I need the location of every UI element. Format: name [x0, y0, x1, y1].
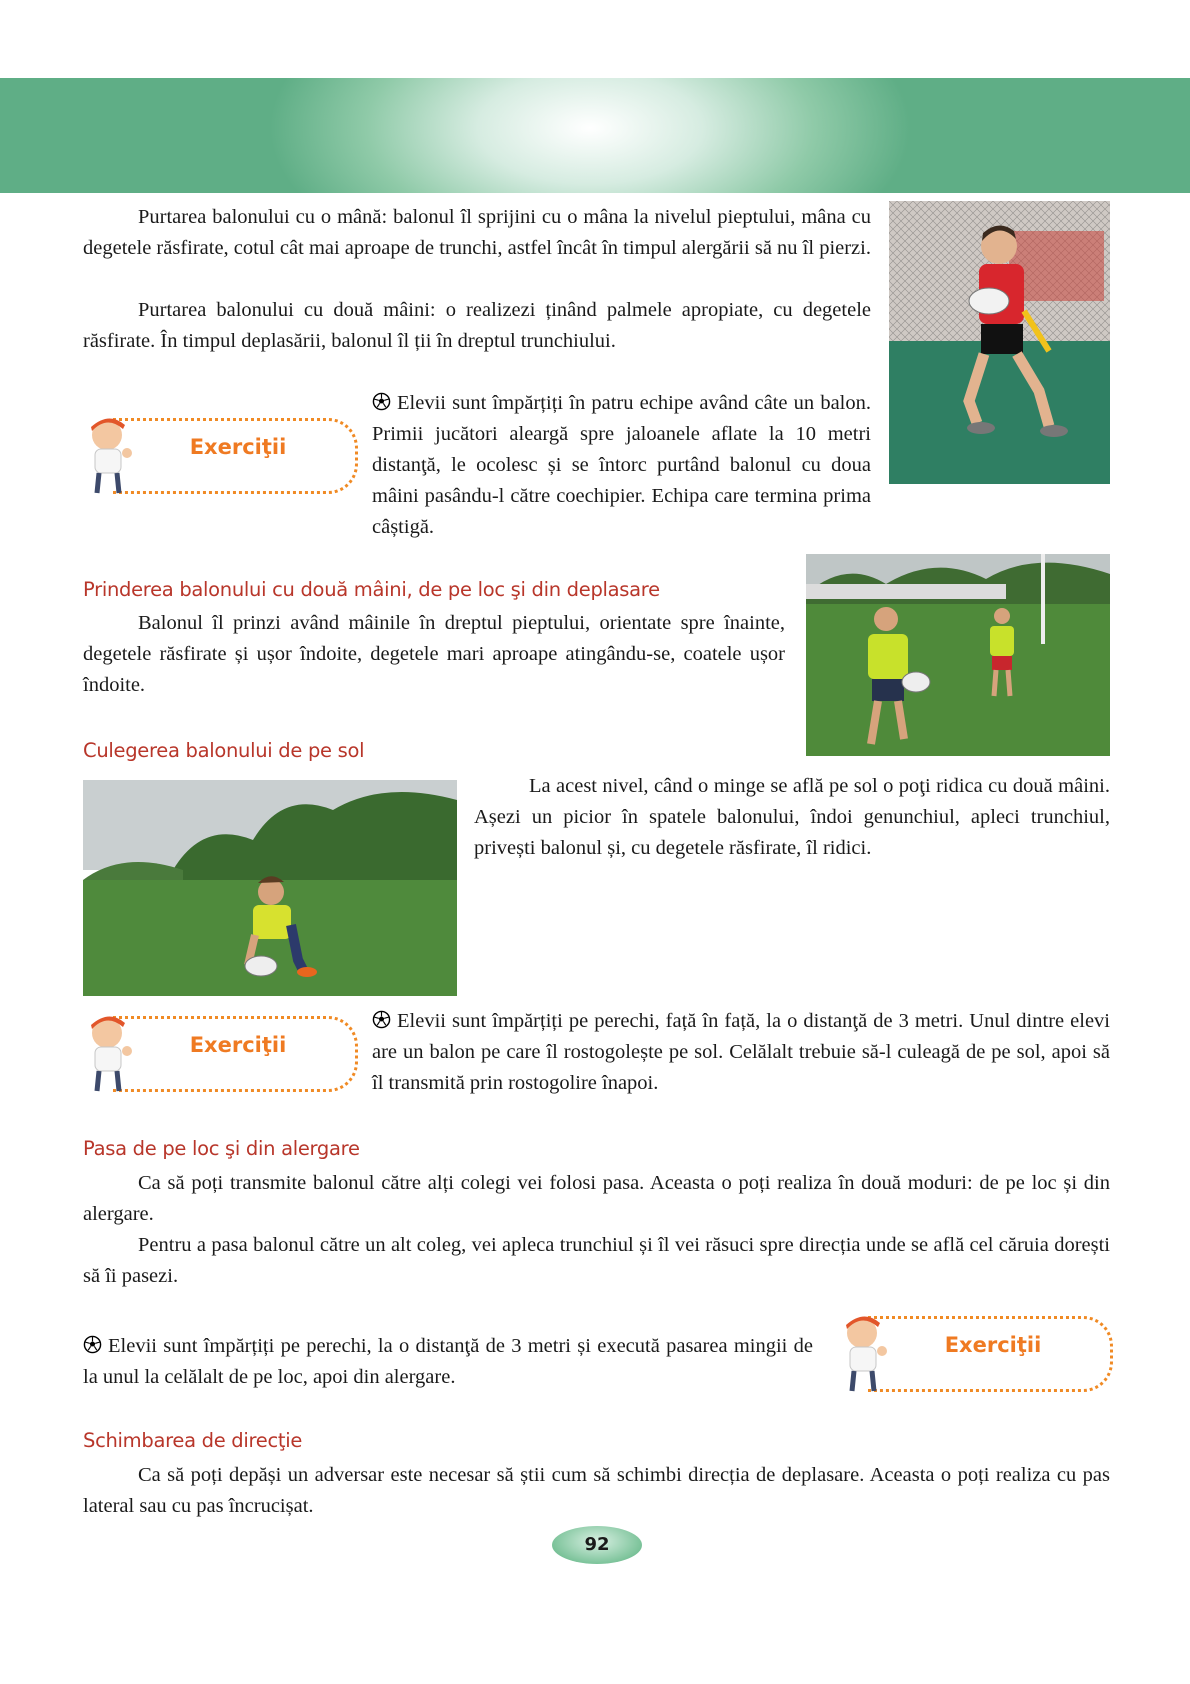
exercise-box-2 — [83, 1011, 363, 1097]
exercise-2-body: Elevii sunt împărțiți pe perechi, față în față, la o distanţă de 3 metri. Unul dintre elevi are un balon pe care îl rostogolește pe sol. Celălalt trebuie să-l culeagă de pe sol, apoi să îl transmită prin rostogolire înapoi. — [372, 1010, 1110, 1094]
kid-mascot-icon — [83, 1011, 135, 1097]
section-pass-paragraph-2: Pentru a pasa balonul către un alt coleg, vei apleca trunchiul și îl vei răsuci spre direcția unde se află cel căruia dorești să îi pasezi. — [83, 1234, 1110, 1287]
kid-mascot-icon — [838, 1311, 890, 1397]
section-heading-direction: Schimbarea de direcţie — [83, 1429, 303, 1452]
exercise-1-text — [372, 388, 871, 543]
section-heading-pass: Pasa de pe loc şi din alergare — [83, 1137, 360, 1160]
kid-mascot-icon — [83, 413, 135, 499]
exercise-3-text — [83, 1331, 813, 1393]
intro-paragraph-1: Purtarea balonului cu o mână: balonul îl sprijini cu o mâna la nivelul pieptului, mâna cu degetele răsfirate, cotul cât mai aproape de trunchi, astfel încât în timpul alergării să nu îl pierzi. — [83, 206, 871, 259]
section-catching-body: Balonul îl prinzi având mâinile în dreptul pieptului, orientate spre înainte, degetele răsfirate și ușor îndoite, degetele mari aproape atingându-se, coatele ușor îndoite. — [83, 612, 785, 696]
soccer-ball-icon — [372, 392, 391, 411]
photo-outdoor-catch — [806, 554, 1110, 756]
exercise-2-text — [372, 1006, 1110, 1099]
section-heading-pickup: Culegerea balonului de pe sol — [83, 739, 365, 762]
photo-indoor-carry — [889, 201, 1110, 484]
photo-pickup-ball — [83, 780, 457, 996]
section-heading-catching: Prinderea balonului cu două mâini, de pe loc şi din deplasare — [83, 578, 660, 601]
section-pass-paragraph-1: Ca să poți transmite balonul către alți colegi vei folosi pasa. Aceasta o poți realiza în două moduri: de pe loc și din alergare. — [83, 1172, 1110, 1225]
intro-paragraph-2: Purtarea balonului cu două mâini: o realizezi ținând palmele apropiate, cu degetele răsfirate. În timpul deplasării, balonul îl ții în dreptul trunchiului. — [83, 299, 871, 352]
exercise-label: Exerciţii — [189, 1033, 287, 1057]
section-direction-body: Ca să poți depăși un adversar este necesar să știi cum să schimbi direcția de deplasare. Aceasta o poți realiza cu pas lateral sau cu pas încrucișat. — [83, 1464, 1110, 1517]
section-pickup-body: La acest nivel, când o minge se află pe sol o poţi ridica cu două mâini. Așezi un picior în spatele balonului, îndoi genunchiul, apleci trunchiul, privești balonul și, cu degetele răsfirate, îl ridici. — [474, 775, 1110, 859]
exercise-label: Exerciţii — [189, 435, 287, 459]
exercise-label: Exerciţii — [944, 1333, 1042, 1357]
page-number: 92 — [552, 1526, 642, 1564]
exercise-1-body: Elevii sunt împărțiți în patru echipe având câte un balon. Primii jucători aleargă spre jaloanele aflate la 10 metri distanţă, le ocolesc și se întorc purtând balonul cu doua mâini pasându-l către coechipier. Echipa care termina prima câștigă. — [372, 392, 871, 538]
soccer-ball-icon — [83, 1335, 102, 1354]
exercise-box-1 — [83, 413, 363, 499]
exercise-3-body: Elevii sunt împărțiți pe perechi, la o distanţă de 3 metri și execută pasarea mingii de la unul la celălalt de pe loc, apoi din alergare. — [83, 1335, 813, 1388]
header-band — [0, 78, 1190, 193]
soccer-ball-icon — [372, 1010, 391, 1029]
exercise-box-3 — [838, 1311, 1118, 1397]
